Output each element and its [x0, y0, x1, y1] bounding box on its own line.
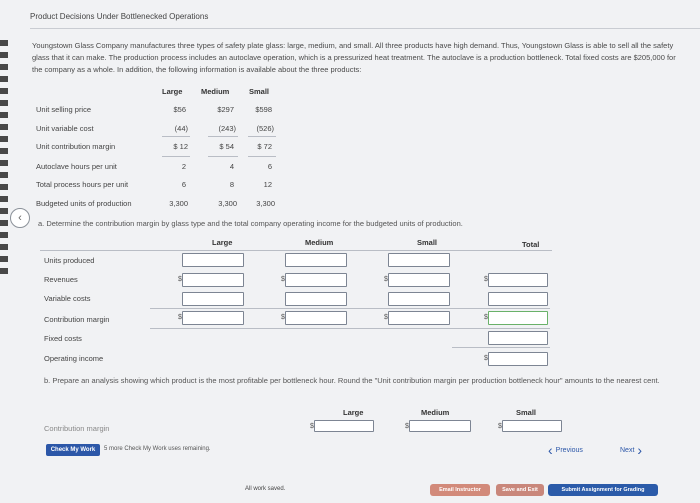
previous-label: Previous: [555, 446, 583, 454]
info-rule: [208, 136, 238, 137]
currency-symbol: $: [405, 423, 409, 430]
info-header-small: Small: [249, 87, 270, 96]
info-cell: $ 54: [219, 142, 234, 151]
info-rule: [248, 156, 276, 157]
info-rule: [162, 156, 190, 157]
info-row-label: Unit variable cost: [36, 124, 94, 133]
revenues-small-input[interactable]: [388, 273, 450, 287]
info-header-large: Large: [162, 87, 183, 96]
info-cell: $598: [255, 105, 272, 114]
currency-symbol: $: [484, 276, 488, 283]
part-a-rule: [452, 347, 550, 348]
currency-symbol: $: [484, 355, 488, 362]
currency-symbol: $: [281, 314, 285, 321]
check-remaining-note: 5 more Check My Work uses remaining.: [104, 446, 211, 452]
part-b-prompt: b. Prepare an analysis showing which product is the most profitable per bottleneck hour. Round the "Unit contribution margin per production bottleneck hour" amounts to the nearest cent.: [44, 376, 660, 385]
part-a-prompt: a. Determine the contribution margin by glass type and the total company operating income for the budgeted units of production.: [38, 219, 463, 228]
variable-costs-total-input[interactable]: [488, 292, 548, 306]
page-title: Product Decisions Under Bottlenecked Operations: [30, 12, 209, 21]
left-sidebar-strip: [0, 40, 8, 280]
back-button[interactable]: [10, 208, 30, 228]
part-a-row-label: Variable costs: [44, 294, 91, 303]
info-cell: 4: [229, 162, 234, 171]
info-cell: $ 72: [257, 142, 272, 151]
part-a-rule: [150, 328, 550, 329]
currency-symbol: $: [384, 314, 388, 321]
info-rule: [208, 156, 238, 157]
info-cell: 2: [181, 162, 186, 171]
variable-costs-large-input[interactable]: [182, 292, 244, 306]
revenues-total-input[interactable]: [488, 273, 548, 287]
part-a-row-label: Units produced: [44, 256, 95, 265]
info-row-label: Budgeted units of production: [36, 199, 132, 208]
chevron-left-icon: ‹: [18, 212, 22, 224]
info-cell: 6: [267, 162, 272, 171]
currency-symbol: $: [281, 276, 285, 283]
info-rule: [162, 136, 190, 137]
problem-intro: Youngstown Glass Company manufactures three types of safety plate glass: large, medium, and small. All three products have high demand. Thus, Youngstown Glass is able to sell all the safety glass that it can make. The production process includes an autoclave operation, which is a pressurized heat treatment. The autoclave is a production bottleneck. Total fixed costs are $205,000 for the company as a whole. In addition, the following information is available about the three products:: [32, 41, 676, 74]
info-cell: (44): [174, 124, 188, 133]
check-my-work-button[interactable]: Check My Work: [46, 444, 100, 456]
info-row-label: Unit selling price: [36, 105, 92, 114]
part-b-header-large: Large: [343, 408, 364, 417]
submit-assignment-button[interactable]: Submit Assignment for Grading: [548, 484, 658, 496]
contribution-margin-medium-input[interactable]: [285, 311, 347, 325]
info-row-label: Unit contribution margin: [36, 142, 116, 151]
units-produced-small-input[interactable]: [388, 253, 450, 267]
part-a-row-label: Fixed costs: [44, 334, 82, 343]
part-a-header-small: Small: [417, 238, 438, 247]
part-a-rule: [150, 308, 550, 309]
currency-symbol: $: [498, 423, 502, 430]
info-cell: $297: [217, 105, 234, 114]
part-a-header-total: Total: [522, 240, 540, 249]
part-a-row-label: Revenues: [44, 275, 78, 284]
currency-symbol: $: [384, 276, 388, 283]
info-cell: 3,300: [256, 199, 275, 208]
info-row-label: Total process hours per unit: [36, 180, 129, 189]
part-b-row-label: Contribution margin: [44, 424, 110, 433]
part-a-header-medium: Medium: [305, 238, 334, 247]
info-cell: 12: [263, 180, 272, 189]
info-cell: 8: [229, 180, 234, 189]
part-a-header-rule: [40, 250, 552, 251]
units-produced-large-input[interactable]: [182, 253, 244, 267]
title-divider: [30, 28, 700, 29]
info-header-medium: Medium: [201, 87, 230, 96]
currency-symbol: $: [484, 314, 488, 321]
cm-large-input[interactable]: [314, 420, 374, 432]
variable-costs-medium-input[interactable]: [285, 292, 347, 306]
save-and-exit-button[interactable]: Save and Exit: [496, 484, 544, 496]
previous-button[interactable]: [548, 442, 583, 458]
info-row-label: Autoclave hours per unit: [36, 162, 117, 171]
info-rule: [248, 136, 276, 137]
save-status: All work saved.: [245, 486, 286, 492]
part-a-header-large: Large: [212, 238, 233, 247]
info-cell: (526): [256, 124, 274, 133]
chevron-left-icon: ‹: [548, 442, 553, 458]
currency-symbol: $: [310, 423, 314, 430]
contribution-margin-total-input[interactable]: [488, 311, 548, 325]
part-a-row-label: Contribution margin: [44, 315, 110, 324]
part-b-header-medium: Medium: [421, 408, 450, 417]
contribution-margin-small-input[interactable]: [388, 311, 450, 325]
cm-small-input[interactable]: [502, 420, 562, 432]
variable-costs-small-input[interactable]: [388, 292, 450, 306]
info-cell: $ 12: [173, 142, 188, 151]
fixed-costs-total-input[interactable]: [488, 331, 548, 345]
units-produced-medium-input[interactable]: [285, 253, 347, 267]
chevron-right-icon: ›: [637, 442, 643, 458]
info-cell: 6: [181, 180, 186, 189]
email-instructor-button[interactable]: Email Instructor: [430, 484, 490, 496]
part-b-header-small: Small: [516, 408, 537, 417]
contribution-margin-large-input[interactable]: [182, 311, 244, 325]
info-cell: 3,300: [218, 199, 237, 208]
info-cell: (243): [218, 124, 236, 133]
currency-symbol: $: [178, 314, 182, 321]
info-cell: $56: [173, 105, 186, 114]
next-button[interactable]: [620, 442, 643, 458]
revenues-large-input[interactable]: [182, 273, 244, 287]
operating-income-total-input[interactable]: [488, 352, 548, 366]
next-label: Next: [620, 446, 635, 454]
currency-symbol: $: [178, 276, 182, 283]
part-a-row-label: Operating income: [44, 354, 104, 363]
cm-medium-input[interactable]: [409, 420, 471, 432]
revenues-medium-input[interactable]: [285, 273, 347, 287]
info-cell: 3,300: [169, 199, 188, 208]
